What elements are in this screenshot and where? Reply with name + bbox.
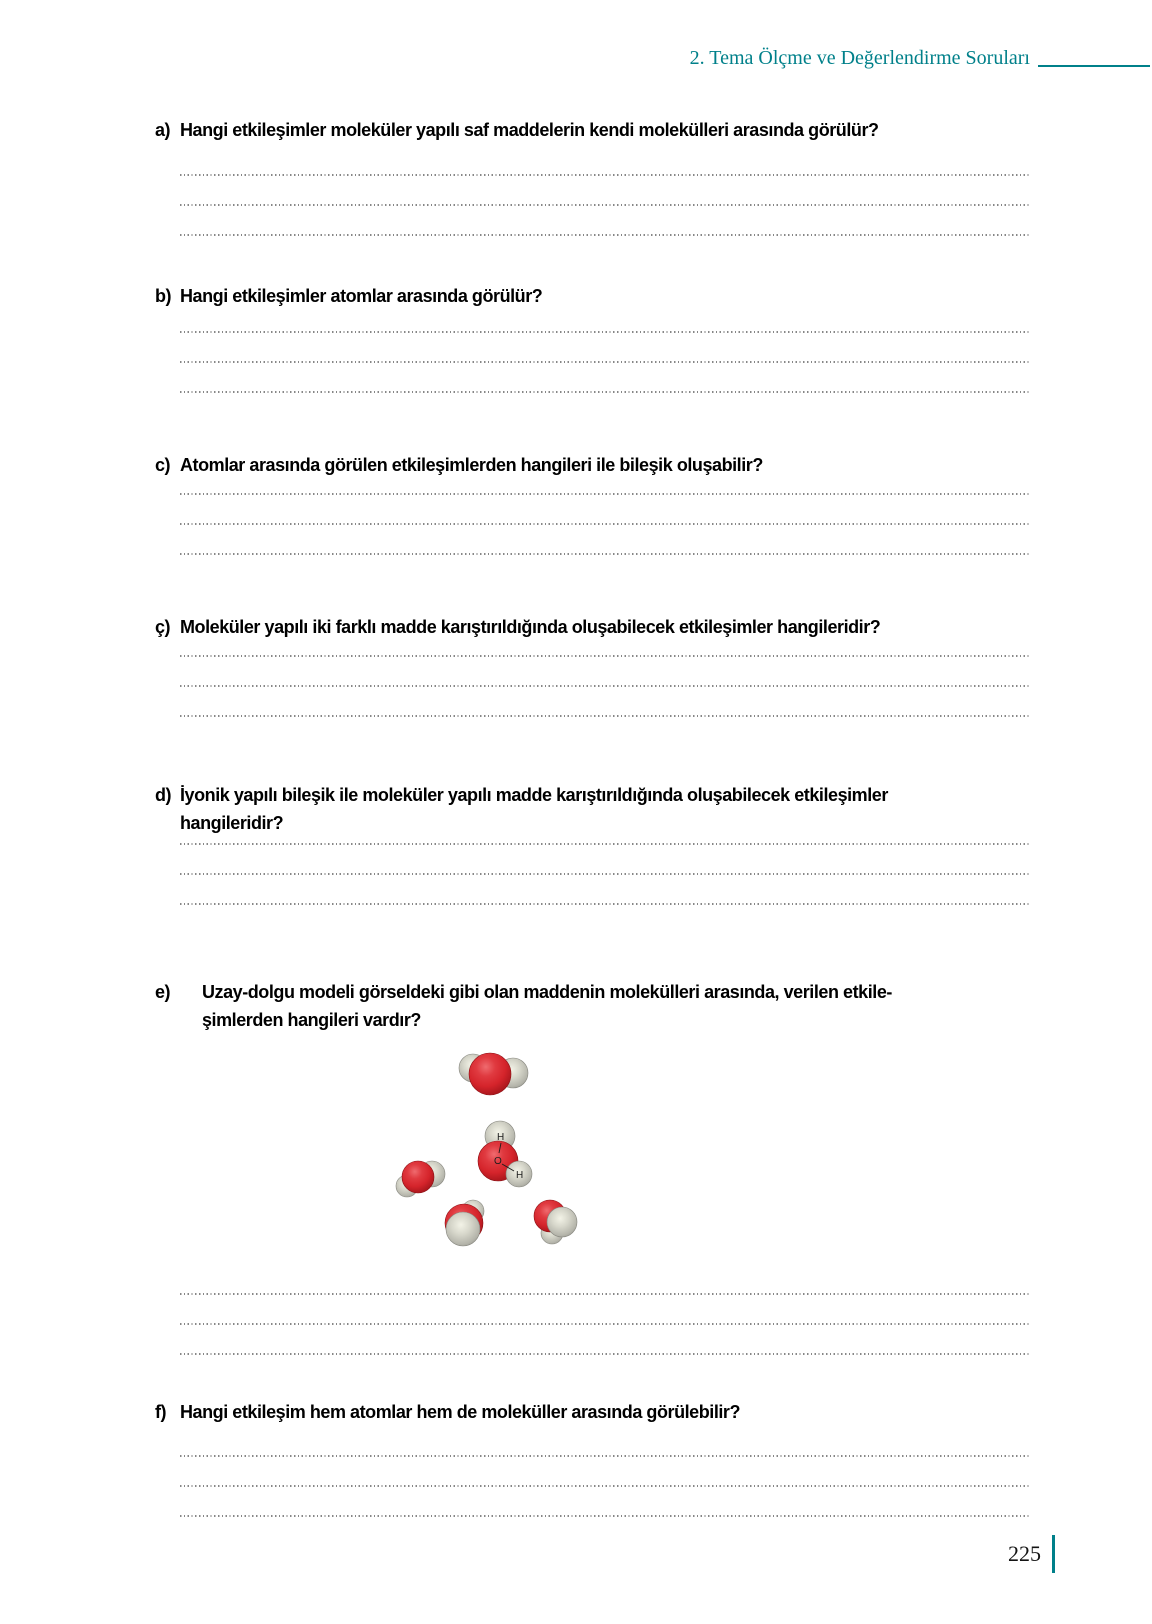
atom-label-h-right: H [516, 1170, 524, 1181]
answer-line [180, 843, 1030, 845]
answer-line [180, 331, 1030, 333]
question-label: f) [155, 1402, 167, 1422]
answer-line [180, 685, 1030, 687]
answer-lines-e [180, 1293, 1030, 1355]
question-label: a) [155, 120, 171, 140]
question-label: ç) [155, 617, 171, 637]
question-text: Atomlar arasında görülen etkileşimlerden hangileri ile bileşik oluşabilir? [180, 455, 763, 475]
answer-line [180, 523, 1030, 525]
page-number: 225 [1008, 1541, 1041, 1566]
answer-lines-f [180, 1455, 1030, 1517]
molecule-5 [534, 1200, 577, 1244]
hydrogen-sphere [547, 1207, 577, 1237]
question-text: şimlerden hangileri vardır? [202, 1010, 421, 1030]
question-label: d) [155, 785, 172, 805]
answer-line [180, 1353, 1030, 1355]
answer-line [180, 903, 1030, 905]
molecule-2 [478, 1121, 532, 1187]
answer-line [180, 361, 1030, 363]
question-a [155, 116, 1095, 144]
answer-line [180, 553, 1030, 555]
answer-line [180, 1455, 1030, 1457]
question-c-cedilla [155, 613, 1095, 641]
molecule-3 [396, 1161, 445, 1197]
question-text: hangileridir? [180, 813, 284, 833]
question-d [155, 781, 1095, 837]
oxygen-sphere [469, 1053, 511, 1095]
answer-line [180, 655, 1030, 657]
page-number-bar [1052, 1535, 1055, 1573]
answer-line [180, 391, 1030, 393]
hydrogen-sphere [446, 1212, 480, 1246]
answer-lines-a [180, 174, 1030, 236]
answer-line [180, 1485, 1030, 1487]
question-text: Hangi etkileşimler atomlar arasında görülür? [180, 286, 543, 306]
question-text: Hangi etkileşimler moleküler yapılı saf maddelerin kendi molekülleri arasında görülür? [180, 120, 879, 140]
answer-line [180, 234, 1030, 236]
answer-lines-c-cedilla [180, 655, 1030, 717]
answer-line [180, 1293, 1030, 1295]
molecule-1 [459, 1053, 528, 1095]
answer-line [180, 204, 1030, 206]
question-text: Hangi etkileşim hem atomlar hem de moleküller arasında görülebilir? [180, 1402, 741, 1422]
question-c [155, 451, 1095, 479]
question-e [155, 978, 1095, 1034]
question-text: Uzay-dolgu modeli görseldeki gibi olan maddenin molekülleri arasında, verilen etkile- [202, 982, 892, 1002]
question-f [155, 1398, 1095, 1426]
answer-line [180, 1515, 1030, 1517]
answer-lines-c [180, 493, 1030, 555]
oxygen-sphere [402, 1161, 434, 1193]
answer-line [180, 1323, 1030, 1325]
answer-line [180, 715, 1030, 717]
question-b [155, 282, 1095, 310]
question-label: e) [155, 982, 171, 1002]
answer-lines-d [180, 843, 1030, 905]
molecule-figure [388, 1036, 623, 1261]
answer-line [180, 174, 1030, 176]
atom-label-o: O [494, 1156, 502, 1167]
answer-lines-b [180, 331, 1030, 393]
answer-line [180, 493, 1030, 495]
question-text: İyonik yapılı bileşik ile moleküler yapılı madde karıştırıldığında oluşabilecek etkileşimler [180, 785, 888, 805]
molecule-4 [445, 1200, 484, 1246]
question-text: Moleküler yapılı iki farklı madde karıştırıldığında oluşabilecek etkileşimler hangileridir? [180, 617, 881, 637]
atom-label-h-top: H [497, 1132, 505, 1143]
page-footer [1008, 1535, 1055, 1573]
header-title: 2. Tema Ölçme ve Değerlendirme Soruları [689, 47, 1030, 69]
question-label: b) [155, 286, 172, 306]
question-label: c) [155, 455, 171, 475]
header-rule [1038, 65, 1150, 67]
answer-line [180, 873, 1030, 875]
